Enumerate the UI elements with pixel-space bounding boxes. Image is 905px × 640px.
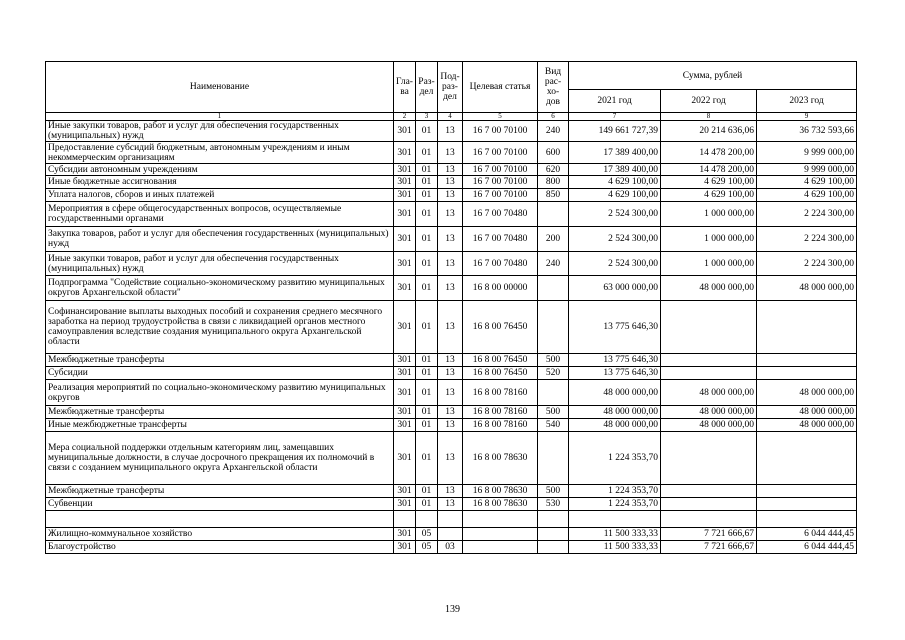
cell-target-article: 16 7 00 70100 (463, 142, 538, 164)
column-number-row (46, 113, 857, 121)
cell-sum-2022: 4 629 100,00 (661, 189, 757, 202)
cell-section: 01 (416, 227, 438, 252)
cell-sum-2022 (661, 354, 757, 367)
cell-section: 01 (416, 485, 438, 498)
cell-sum-2021: 1 224 353,70 (569, 485, 661, 498)
cell-section: 01 (416, 498, 438, 511)
cell-name: Мера социальной поддержки отдельным категориям лиц, замещавших муниципальные должности, в случае досрочного прекращения их полномочий в связи с созданием муниципального округа Архангельской области (46, 432, 394, 485)
table-row (46, 432, 857, 485)
cell-target-article (463, 528, 538, 541)
cell-sum-2022 (661, 498, 757, 511)
table-row (46, 176, 857, 189)
cell-section: 01 (416, 367, 438, 380)
cell-subsection: 13 (438, 380, 463, 406)
cell-expense-type: 500 (538, 485, 569, 498)
cell-subsection: 13 (438, 367, 463, 380)
cell-subsection: 13 (438, 485, 463, 498)
cell-target-article: 16 7 00 70100 (463, 176, 538, 189)
table-row (46, 485, 857, 498)
cell-expense-type: 500 (538, 406, 569, 419)
cell-section: 01 (416, 189, 438, 202)
cell-subsection: 03 (438, 541, 463, 554)
column-number: 8 (661, 113, 757, 121)
column-number: 6 (538, 113, 569, 121)
cell-subsection: 13 (438, 142, 463, 164)
cell-chapter: 301 (394, 227, 416, 252)
cell-name: Мероприятия в сфере общегосударственных вопросов, осуществляемые государственными органами (46, 202, 394, 227)
cell-expense-type: 240 (538, 252, 569, 276)
cell-expense-type (538, 528, 569, 541)
cell-sum-2021: 48 000 000,00 (569, 419, 661, 432)
cell-section: 01 (416, 252, 438, 276)
cell-sum-2022: 48 000 000,00 (661, 276, 757, 301)
cell-sum-2021: 149 661 727,39 (569, 121, 661, 142)
cell-sum-2022: 14 478 200,00 (661, 142, 757, 164)
cell-sum-2023: 9 999 000,00 (757, 164, 857, 176)
cell-section: 01 (416, 276, 438, 301)
cell-target-article: 16 8 00 78630 (463, 432, 538, 485)
table-row (46, 419, 857, 432)
header-expense-type: Вид рас-хо-дов (538, 62, 569, 113)
column-number: 2 (394, 113, 416, 121)
cell-sum-2022: 1 000 000,00 (661, 252, 757, 276)
cell-sum-2023 (757, 485, 857, 498)
cell-subsection: 13 (438, 432, 463, 485)
cell-chapter: 301 (394, 176, 416, 189)
cell-expense-type: 200 (538, 227, 569, 252)
cell-section: 01 (416, 142, 438, 164)
cell-sum-2022: 4 629 100,00 (661, 176, 757, 189)
cell-sum-2021: 11 500 333,33 (569, 541, 661, 554)
cell-sum-2023 (757, 432, 857, 485)
cell-section (416, 511, 438, 528)
column-number: 4 (438, 113, 463, 121)
cell-expense-type: 530 (538, 498, 569, 511)
cell-sum-2021: 13 775 646,30 (569, 367, 661, 380)
table-row (46, 541, 857, 554)
cell-sum-2023: 48 000 000,00 (757, 380, 857, 406)
cell-sum-2023: 4 629 100,00 (757, 189, 857, 202)
cell-subsection: 13 (438, 276, 463, 301)
cell-sum-2021: 4 629 100,00 (569, 176, 661, 189)
cell-target-article: 16 7 00 70480 (463, 202, 538, 227)
table-body (46, 121, 857, 554)
cell-subsection: 13 (438, 406, 463, 419)
cell-section: 01 (416, 121, 438, 142)
cell-section: 01 (416, 176, 438, 189)
header-section: Раз-дел (416, 62, 438, 113)
cell-target-article: 16 7 00 70480 (463, 252, 538, 276)
cell-chapter: 301 (394, 528, 416, 541)
header-year-2023: 2023 год (757, 90, 857, 113)
cell-subsection: 13 (438, 419, 463, 432)
cell-expense-type: 520 (538, 367, 569, 380)
table-row (46, 367, 857, 380)
cell-sum-2022: 48 000 000,00 (661, 419, 757, 432)
cell-sum-2023 (757, 301, 857, 354)
cell-sum-2021: 2 524 300,00 (569, 227, 661, 252)
cell-target-article: 16 8 00 78160 (463, 419, 538, 432)
cell-chapter: 301 (394, 367, 416, 380)
header-subsection: Под-раз-дел (438, 62, 463, 113)
cell-name: Субсидии автономным учреждениям (46, 164, 394, 176)
cell-name: Жилищно-коммунальное хозяйство (46, 528, 394, 541)
cell-chapter: 301 (394, 498, 416, 511)
cell-name: Субсидии (46, 367, 394, 380)
cell-sum-2023: 2 224 300,00 (757, 252, 857, 276)
cell-sum-2021: 13 775 646,30 (569, 354, 661, 367)
budget-table (45, 61, 857, 554)
column-number: 7 (569, 113, 661, 121)
cell-sum-2023: 48 000 000,00 (757, 406, 857, 419)
cell-chapter: 301 (394, 541, 416, 554)
cell-chapter: 301 (394, 164, 416, 176)
cell-sum-2023: 48 000 000,00 (757, 419, 857, 432)
cell-section: 01 (416, 164, 438, 176)
table-row (46, 164, 857, 176)
page-number: 139 (445, 604, 460, 615)
cell-sum-2021: 13 775 646,30 (569, 301, 661, 354)
cell-subsection: 13 (438, 121, 463, 142)
cell-expense-type: 620 (538, 164, 569, 176)
cell-target-article: 16 8 00 76450 (463, 367, 538, 380)
column-number: 9 (757, 113, 857, 121)
cell-name: Реализация мероприятий по социально-экономическому развитию муниципальных округов (46, 380, 394, 406)
cell-sum-2021: 48 000 000,00 (569, 380, 661, 406)
cell-sum-2021: 1 224 353,70 (569, 498, 661, 511)
column-number: 5 (463, 113, 538, 121)
cell-expense-type (538, 432, 569, 485)
cell-name: Закупка товаров, работ и услуг для обеспечения государственных (муниципальных) нужд (46, 227, 394, 252)
table-row (46, 202, 857, 227)
header-sum-group: Сумма, рублей (569, 62, 857, 90)
cell-chapter: 301 (394, 121, 416, 142)
cell-sum-2023 (757, 498, 857, 511)
cell-expense-type (538, 301, 569, 354)
cell-sum-2021: 63 000 000,00 (569, 276, 661, 301)
cell-name: Уплата налогов, сборов и иных платежей (46, 189, 394, 202)
cell-subsection: 13 (438, 227, 463, 252)
cell-section: 05 (416, 528, 438, 541)
cell-sum-2022 (661, 367, 757, 380)
column-number: 1 (46, 113, 394, 121)
cell-chapter: 301 (394, 406, 416, 419)
cell-sum-2022: 1 000 000,00 (661, 202, 757, 227)
cell-sum-2023: 6 044 444,45 (757, 541, 857, 554)
cell-target-article (463, 541, 538, 554)
cell-section: 01 (416, 202, 438, 227)
cell-sum-2022 (661, 301, 757, 354)
cell-expense-type (538, 276, 569, 301)
cell-target-article: 16 8 00 78160 (463, 380, 538, 406)
table-row (46, 252, 857, 276)
cell-name: Иные межбюджетные трансферты (46, 419, 394, 432)
cell-sum-2021: 2 524 300,00 (569, 252, 661, 276)
cell-expense-type: 500 (538, 354, 569, 367)
cell-target-article: 16 7 00 70100 (463, 189, 538, 202)
cell-expense-type: 800 (538, 176, 569, 189)
cell-chapter: 301 (394, 485, 416, 498)
cell-sum-2021: 11 500 333,33 (569, 528, 661, 541)
cell-name (46, 511, 394, 528)
cell-sum-2023: 2 224 300,00 (757, 227, 857, 252)
cell-chapter: 301 (394, 419, 416, 432)
cell-section: 01 (416, 406, 438, 419)
cell-sum-2022: 48 000 000,00 (661, 406, 757, 419)
cell-sum-2023: 2 224 300,00 (757, 202, 857, 227)
cell-subsection: 13 (438, 498, 463, 511)
cell-chapter: 301 (394, 202, 416, 227)
cell-sum-2021: 4 629 100,00 (569, 189, 661, 202)
cell-name: Межбюджетные трансферты (46, 485, 394, 498)
cell-section: 01 (416, 354, 438, 367)
cell-expense-type (538, 380, 569, 406)
table-row (46, 528, 857, 541)
cell-target-article: 16 8 00 78630 (463, 498, 538, 511)
cell-target-article: 16 8 00 78630 (463, 485, 538, 498)
cell-subsection: 13 (438, 164, 463, 176)
cell-sum-2022: 7 721 666,67 (661, 541, 757, 554)
cell-sum-2022: 7 721 666,67 (661, 528, 757, 541)
cell-name: Софинансирование выплаты выходных пособий и сохранения среднего месячного заработка на период трудоустройства в связи с ликвидацией органов местного самоуправления вследствие создания муниципального округа Архангельской области (46, 301, 394, 354)
table-row (46, 189, 857, 202)
cell-sum-2023: 48 000 000,00 (757, 276, 857, 301)
cell-sum-2022: 20 214 636,06 (661, 121, 757, 142)
cell-sum-2021: 2 524 300,00 (569, 202, 661, 227)
cell-expense-type (538, 511, 569, 528)
table-row (46, 227, 857, 252)
cell-sum-2021: 17 389 400,00 (569, 164, 661, 176)
cell-name: Субвенции (46, 498, 394, 511)
cell-sum-2023 (757, 354, 857, 367)
cell-chapter: 301 (394, 252, 416, 276)
cell-name: Благоустройство (46, 541, 394, 554)
cell-subsection: 13 (438, 202, 463, 227)
table-row (46, 354, 857, 367)
cell-sum-2023: 36 732 593,66 (757, 121, 857, 142)
cell-expense-type: 850 (538, 189, 569, 202)
cell-section: 01 (416, 419, 438, 432)
table-row (46, 142, 857, 164)
cell-sum-2023 (757, 511, 857, 528)
header-year-2021: 2021 год (569, 90, 661, 113)
cell-target-article: 16 8 00 00000 (463, 276, 538, 301)
cell-name: Иные бюджетные ассигнования (46, 176, 394, 189)
cell-sum-2022: 14 478 200,00 (661, 164, 757, 176)
cell-target-article: 16 8 00 78160 (463, 406, 538, 419)
cell-chapter: 301 (394, 380, 416, 406)
cell-sum-2023: 9 999 000,00 (757, 142, 857, 164)
cell-sum-2021: 48 000 000,00 (569, 406, 661, 419)
cell-name: Межбюджетные трансферты (46, 406, 394, 419)
cell-sum-2023: 4 629 100,00 (757, 176, 857, 189)
cell-name: Подпрограмма "Содействие социально-экономическому развитию муниципальных округов Архангельской области" (46, 276, 394, 301)
cell-expense-type (538, 541, 569, 554)
cell-sum-2023 (757, 367, 857, 380)
table-row (46, 511, 857, 528)
cell-expense-type: 540 (538, 419, 569, 432)
cell-subsection (438, 528, 463, 541)
cell-subsection: 13 (438, 354, 463, 367)
header-year-2022: 2022 год (661, 90, 757, 113)
cell-subsection (438, 511, 463, 528)
cell-sum-2022: 48 000 000,00 (661, 380, 757, 406)
header-chapter: Гла-ва (394, 62, 416, 113)
cell-expense-type: 600 (538, 142, 569, 164)
cell-sum-2022 (661, 485, 757, 498)
cell-chapter: 301 (394, 189, 416, 202)
cell-subsection: 13 (438, 189, 463, 202)
cell-target-article: 16 7 00 70100 (463, 164, 538, 176)
cell-subsection: 13 (438, 301, 463, 354)
cell-chapter: 301 (394, 354, 416, 367)
cell-sum-2022 (661, 432, 757, 485)
cell-subsection: 13 (438, 252, 463, 276)
cell-name: Предоставление субсидий бюджетным, автономным учреждениям и иным некоммерческим организациям (46, 142, 394, 164)
cell-chapter: 301 (394, 276, 416, 301)
cell-target-article: 16 7 00 70100 (463, 121, 538, 142)
cell-chapter: 301 (394, 142, 416, 164)
cell-target-article: 16 8 00 76450 (463, 301, 538, 354)
table-row (46, 498, 857, 511)
cell-expense-type (538, 202, 569, 227)
cell-sum-2023: 6 044 444,45 (757, 528, 857, 541)
table-row (46, 121, 857, 142)
cell-section: 01 (416, 380, 438, 406)
cell-section: 01 (416, 432, 438, 485)
cell-sum-2022 (661, 511, 757, 528)
cell-name: Межбюджетные трансферты (46, 354, 394, 367)
table-row (46, 406, 857, 419)
cell-chapter (394, 511, 416, 528)
cell-chapter: 301 (394, 301, 416, 354)
cell-name: Иные закупки товаров, работ и услуг для обеспечения государственных (муниципальных) нужд (46, 121, 394, 142)
cell-sum-2021 (569, 511, 661, 528)
cell-target-article (463, 511, 538, 528)
cell-section: 01 (416, 301, 438, 354)
cell-target-article: 16 7 00 70480 (463, 227, 538, 252)
cell-chapter: 301 (394, 432, 416, 485)
cell-name: Иные закупки товаров, работ и услуг для обеспечения государственных (муниципальных) нужд (46, 252, 394, 276)
cell-sum-2021: 1 224 353,70 (569, 432, 661, 485)
cell-sum-2021: 17 389 400,00 (569, 142, 661, 164)
table-row (46, 380, 857, 406)
table-row (46, 276, 857, 301)
header-target-article: Целевая статья (463, 62, 538, 113)
cell-target-article: 16 8 00 76450 (463, 354, 538, 367)
column-number: 3 (416, 113, 438, 121)
cell-subsection: 13 (438, 176, 463, 189)
header-name: Наименование (46, 62, 394, 113)
cell-section: 05 (416, 541, 438, 554)
cell-sum-2022: 1 000 000,00 (661, 227, 757, 252)
table-row (46, 301, 857, 354)
cell-expense-type: 240 (538, 121, 569, 142)
